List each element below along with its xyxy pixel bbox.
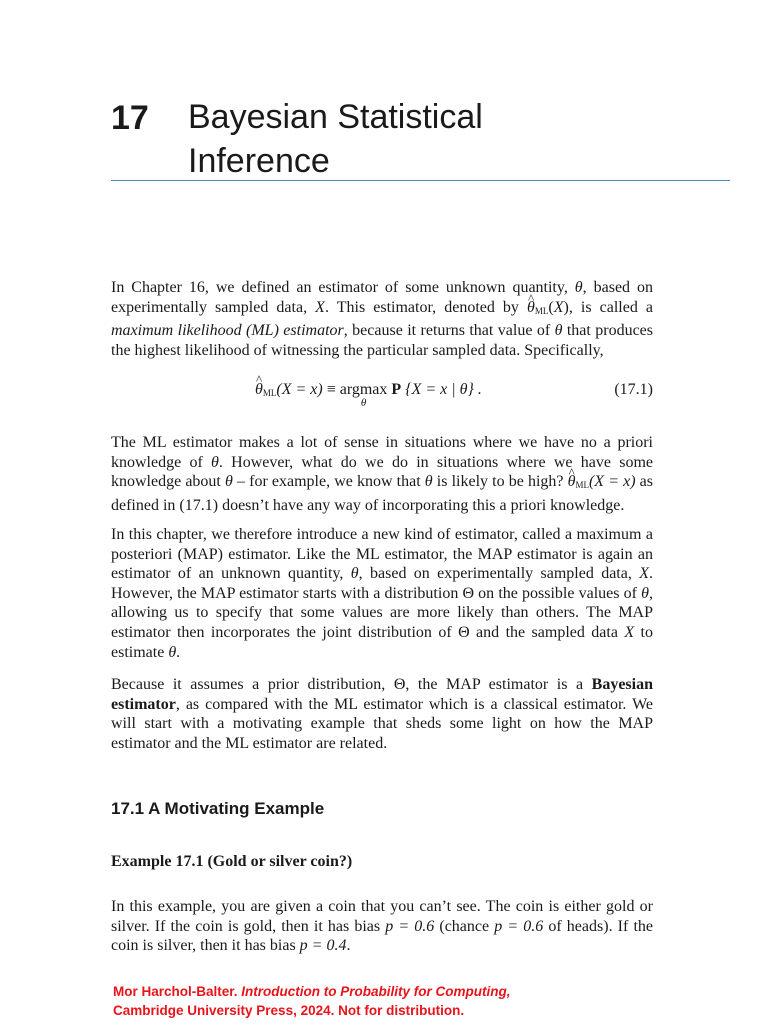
paragraph-2: The ML estimator makes a lot of sense in situations where we have no a priori knowledge of θ. However, what do we do in situations where we have some knowledge about θ – for example, we know that θ is likely to be high? ^ $\theta_{ML}(X = x)$ as defined in (17.1) doesn’t have any way of incorporating this a priori knowledge. xyxy=(111,433,653,515)
chapter-number: 17 xyxy=(111,99,149,137)
ml-term: maximum likelihood (ML) estimator xyxy=(111,322,344,340)
chapter-title-line2: Inference xyxy=(188,142,330,180)
equation-body: ^ $\theta_{ML}(X = x) \equiv argmax$ θ P {X = x | θ} . xyxy=(255,381,482,399)
footer-notice xyxy=(113,982,673,1020)
bayesian-estimator-term: Bayesian estimator xyxy=(111,676,653,713)
chapter-title xyxy=(188,95,608,183)
example-paragraph: In this example, you are given a coin that you can’t see. The coin is either gold or silver. If the coin is gold, then it has bias p = 0.6 (chance p = 0.6 of heads). If the coin is silver, then it has bias p = 0.4. xyxy=(111,898,653,955)
intro-paragraph: In Chapter 16, we defined an estimator of some unknown quantity, θ, based on experimentally sampled data, X. This estimator, denoted by ^ $\theta_{ML}(X)$, is called a maximum likelihood (ML) estimator, because it returns that value of θ that produces the highest likelihood of witnessing the particular sampled data. Specifically, xyxy=(111,278,653,360)
paragraph-3: In this chapter, we therefore introduce a new kind of estimator, called a maximum a posteriori (MAP) estimator. Like the ML estimator, the MAP estimator is again an estimator of an unknown quantity, θ, based on experimentally sampled data, X. However, the MAP estimator starts with a distribution Θ on the possible values of θ, allowing us to specify that some values are more likely than others. The MAP estimator then incorporates the joint distribution of Θ and the sampled data X to estimate θ. xyxy=(111,526,654,661)
equation-number: (17.1) xyxy=(614,381,653,398)
section-heading: 17.1 A Motivating Example xyxy=(111,799,325,818)
footer-line2: Cambridge University Press, 2024. Not for distribution. xyxy=(113,1003,465,1018)
chapter-title-line1: Bayesian Statistical xyxy=(188,98,483,136)
equation-17-1 xyxy=(111,381,653,417)
example-heading: Example 17.1 (Gold or silver coin?) xyxy=(111,853,353,870)
paragraph-4: Because it assumes a prior distribution, Θ, the MAP estimator is a Bayesian estimator, as compared with the ML estimator which is a classical estimator. We will start with a motivating example that sheds some light on how the MAP estimator and the ML estimator are related. xyxy=(111,676,653,752)
chapter-rule xyxy=(111,180,730,181)
footer-line1: Mor Harchol-Balter. Introduction to Probability for Computing, xyxy=(113,984,511,999)
